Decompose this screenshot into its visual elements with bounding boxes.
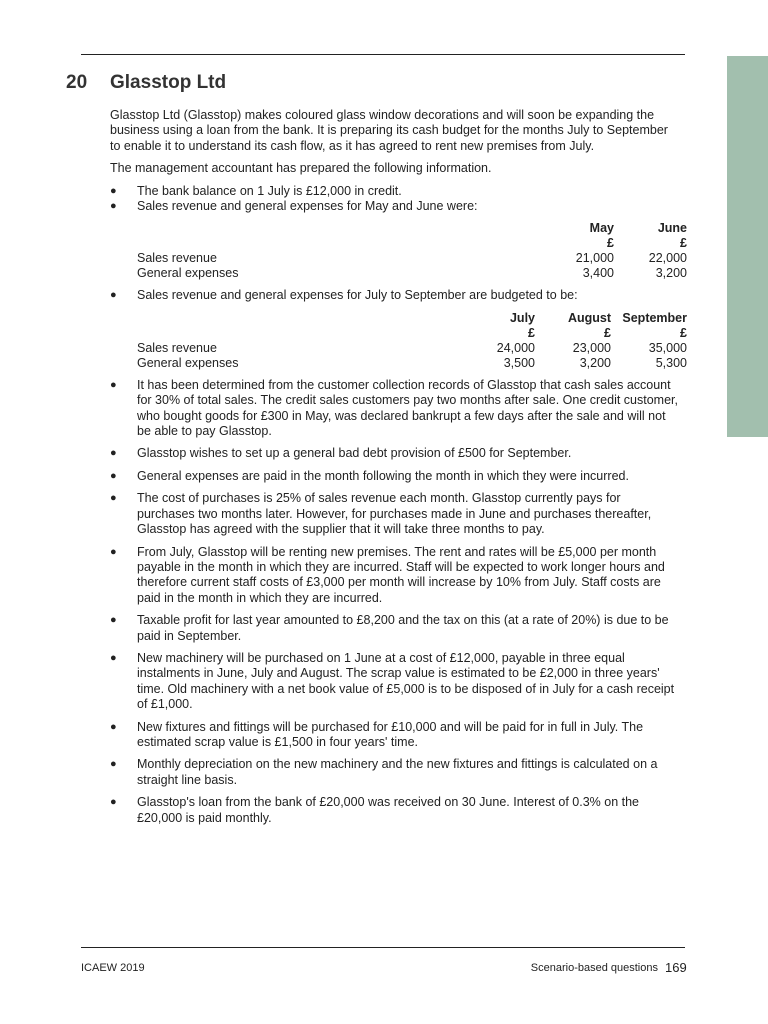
table-row [137, 341, 687, 356]
column-header: September [622, 310, 687, 325]
bullet-icon: ● [110, 651, 117, 664]
table-row [137, 251, 687, 266]
bottom-rule [81, 947, 685, 948]
intro-paragraph: Glasstop Ltd (Glasstop) makes coloured glass window decorations and will soon be expanding the business using a loan from the bank. It is preparing its cash budget for the months July to September to enable it to understand its cash flow, as it has agreed to rent new premises from July. [110, 108, 668, 153]
list-item-text: New machinery will be purchased on 1 June at a cost of £12,000, payable in three equal instalments in June, July and August. The scrap value is estimated to be £2,000 in three years' time. Old machinery with a net book value of £5,000 is to be disposed of in July for a cash receipt of £1,000. [137, 650, 675, 712]
list-item [110, 795, 678, 826]
list-item-text: It has been determined from the customer collection records of Glasstop that cash sales account for 30% of total sales. The credit sales customers pay two months after sale. One credit customer, who bought goods for £300 in May, was declared bankrupt a few days after the sale and will not be able to pay Glasstop. [137, 377, 678, 439]
row-label: Sales revenue [137, 251, 217, 266]
table-cell: 3,200 [655, 266, 687, 281]
bullet-icon: ● [110, 720, 117, 733]
list-item-text: Glasstop's loan from the bank of £20,000 was received on 30 June. Interest of 0.3% on the £20,000 is paid monthly. [137, 795, 640, 825]
may-june-table [137, 221, 687, 281]
unit-label: £ [528, 325, 535, 340]
table-header-row [137, 311, 687, 326]
list-item [110, 184, 678, 199]
bullet-icon: ● [110, 200, 117, 213]
row-label: Sales revenue [137, 340, 217, 355]
table-cell: 23,000 [572, 340, 611, 355]
july-september-table [137, 311, 687, 371]
table-cell: 3,400 [582, 266, 614, 281]
column-header: August [567, 310, 611, 325]
list-item-text: The cost of purchases is 25% of sales revenue each month. Glasstop currently pays for purchases two months later. However, for purchases made in June and purchases thereafter, Glasstop has agreed with the supplier that it will take three months to pay. [137, 491, 652, 537]
bullet-icon: ● [110, 378, 117, 391]
table-unit-row [137, 236, 687, 251]
table-cell: 24,000 [496, 340, 535, 355]
bullet-icon: ● [110, 758, 117, 771]
list-item [110, 757, 678, 788]
table-row [137, 356, 687, 371]
list-item [110, 446, 678, 461]
question-body [110, 108, 687, 833]
table-cell: 21,000 [575, 251, 614, 266]
row-label: General expenses [137, 266, 239, 281]
table-row [137, 266, 687, 281]
list-item [110, 613, 678, 644]
bullet-icon: ● [110, 796, 117, 809]
list-item-text: From July, Glasstop will be renting new premises. The rent and rates will be £5,000 per month payable in the month in which they are incurred. Staff will be expected to work longer hours and therefore current staff costs of £3,000 per month will increase by 10% from July. Staff costs are paid in the month in which they are incurred. [137, 544, 665, 605]
list-item [110, 720, 678, 751]
list-item [110, 199, 678, 214]
unit-label: £ [680, 236, 687, 251]
list-item-text: Glasstop wishes to set up a general bad debt provision of £500 for September. [137, 446, 572, 461]
column-header: June [657, 221, 687, 236]
list-item-text: Monthly depreciation on the new machinery and the new fixtures and fittings is calculated on a straight line basis. [137, 757, 658, 787]
bullet-icon: ● [110, 469, 117, 482]
list-item-text: Sales revenue and general expenses for July to September are budgeted to be: [137, 288, 578, 303]
column-header: July [509, 310, 535, 325]
bullet-icon: ● [110, 289, 117, 302]
list-item [110, 288, 678, 303]
question-title: Glasstop Ltd [110, 72, 227, 93]
list-item [110, 378, 678, 440]
intro-paragraph: The management accountant has prepared the following information. [110, 161, 492, 176]
bullet-icon: ● [110, 447, 117, 460]
list-item [110, 651, 678, 713]
bullet-icon: ● [110, 184, 117, 197]
list-item [110, 469, 678, 484]
list-item-text: The bank balance on 1 July is £12,000 in credit. [137, 183, 402, 198]
question-number: 20 [66, 72, 88, 93]
unit-label: £ [604, 325, 611, 340]
table-unit-row [137, 326, 687, 341]
table-cell: 3,200 [579, 355, 611, 370]
page-number: 169 [665, 960, 687, 975]
list-item-text: Sales revenue and general expenses for May and June were: [137, 199, 478, 214]
row-label: General expenses [137, 355, 239, 370]
table-header-row [137, 221, 687, 236]
table-cell: 22,000 [648, 251, 687, 266]
list-item [110, 491, 678, 537]
footer-publisher: ICAEW 2019 [81, 962, 145, 974]
unit-label: £ [680, 325, 687, 340]
table-cell: 35,000 [648, 340, 687, 355]
table-cell: 3,500 [503, 355, 535, 370]
table-cell: 5,300 [655, 355, 687, 370]
top-rule [81, 54, 685, 55]
list-item-text: General expenses are paid in the month following the month in which they were incurred. [137, 468, 629, 483]
column-header: May [589, 221, 614, 236]
list-item-text: New fixtures and fittings will be purchased for £10,000 and will be paid for in full in July. The estimated scrap value is £1,500 in four years' time. [137, 719, 644, 749]
bullet-icon: ● [110, 492, 117, 505]
list-item [110, 545, 678, 607]
footer-section: Scenario-based questions [530, 962, 658, 974]
section-side-tab [727, 56, 768, 437]
list-item-text: Taxable profit for last year amounted to £8,200 and the tax on this (at a rate of 20%) is due to be paid in September. [137, 613, 669, 643]
unit-label: £ [607, 236, 614, 251]
bullet-icon: ● [110, 614, 117, 627]
bullet-icon: ● [110, 545, 117, 558]
